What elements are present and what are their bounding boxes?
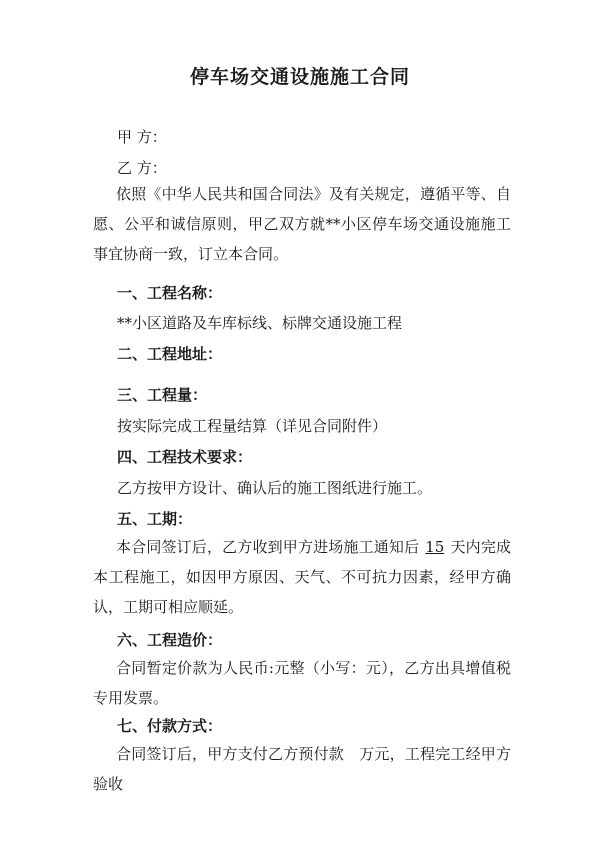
section-1-body: **小区道路及车库标线、标牌交通设施工程	[117, 314, 403, 332]
document-title: 停车场交通设施施工合同	[189, 66, 410, 88]
section-4-heading: 四、工程技术要求：	[117, 448, 253, 466]
section-7-body: 合同签订后，甲方支付乙方预付款 万元，工程完工经甲方验收	[93, 745, 511, 793]
section-6-heading: 六、工程造价：	[117, 631, 223, 649]
section-3-body: 按实际完成工程量结算（详见合同附件）	[117, 417, 388, 435]
party-b-label: 乙 方：	[117, 159, 167, 177]
intro-paragraph: 依照《中华人民共和国合同法》及有关规定，遵循平等、自愿、公平和诚信原则，甲乙双方就**小区停车场交通设施施工事宜协商一致，订立本合同。	[93, 185, 511, 263]
section-6-body: 合同暂定价款为人民币:元整（小写：元），乙方出具增值税专用发票。	[93, 659, 511, 707]
section-5-text-post: 天内完成本工程施工，如因甲方原因、天气、不可抗力因素，经甲方确认，工期可相应顺延。	[93, 538, 511, 616]
section-3-heading: 三、工程量：	[117, 386, 208, 404]
section-5-text-pre: 本合同签订后，乙方收到甲方进场施工通知后	[116, 538, 420, 556]
section-4-body: 乙方按甲方设计、确认后的施工图纸进行施工。	[117, 479, 433, 497]
section-7-heading: 七、付款方式：	[117, 717, 223, 735]
section-1-heading: 一、工程名称：	[117, 284, 223, 302]
section-5-body	[93, 532, 511, 622]
section-5-heading: 五、工期：	[117, 510, 193, 528]
party-a-label: 甲 方：	[117, 128, 167, 146]
section-2-heading: 二、工程地址：	[117, 345, 223, 363]
construction-days-value: 15	[425, 538, 445, 556]
